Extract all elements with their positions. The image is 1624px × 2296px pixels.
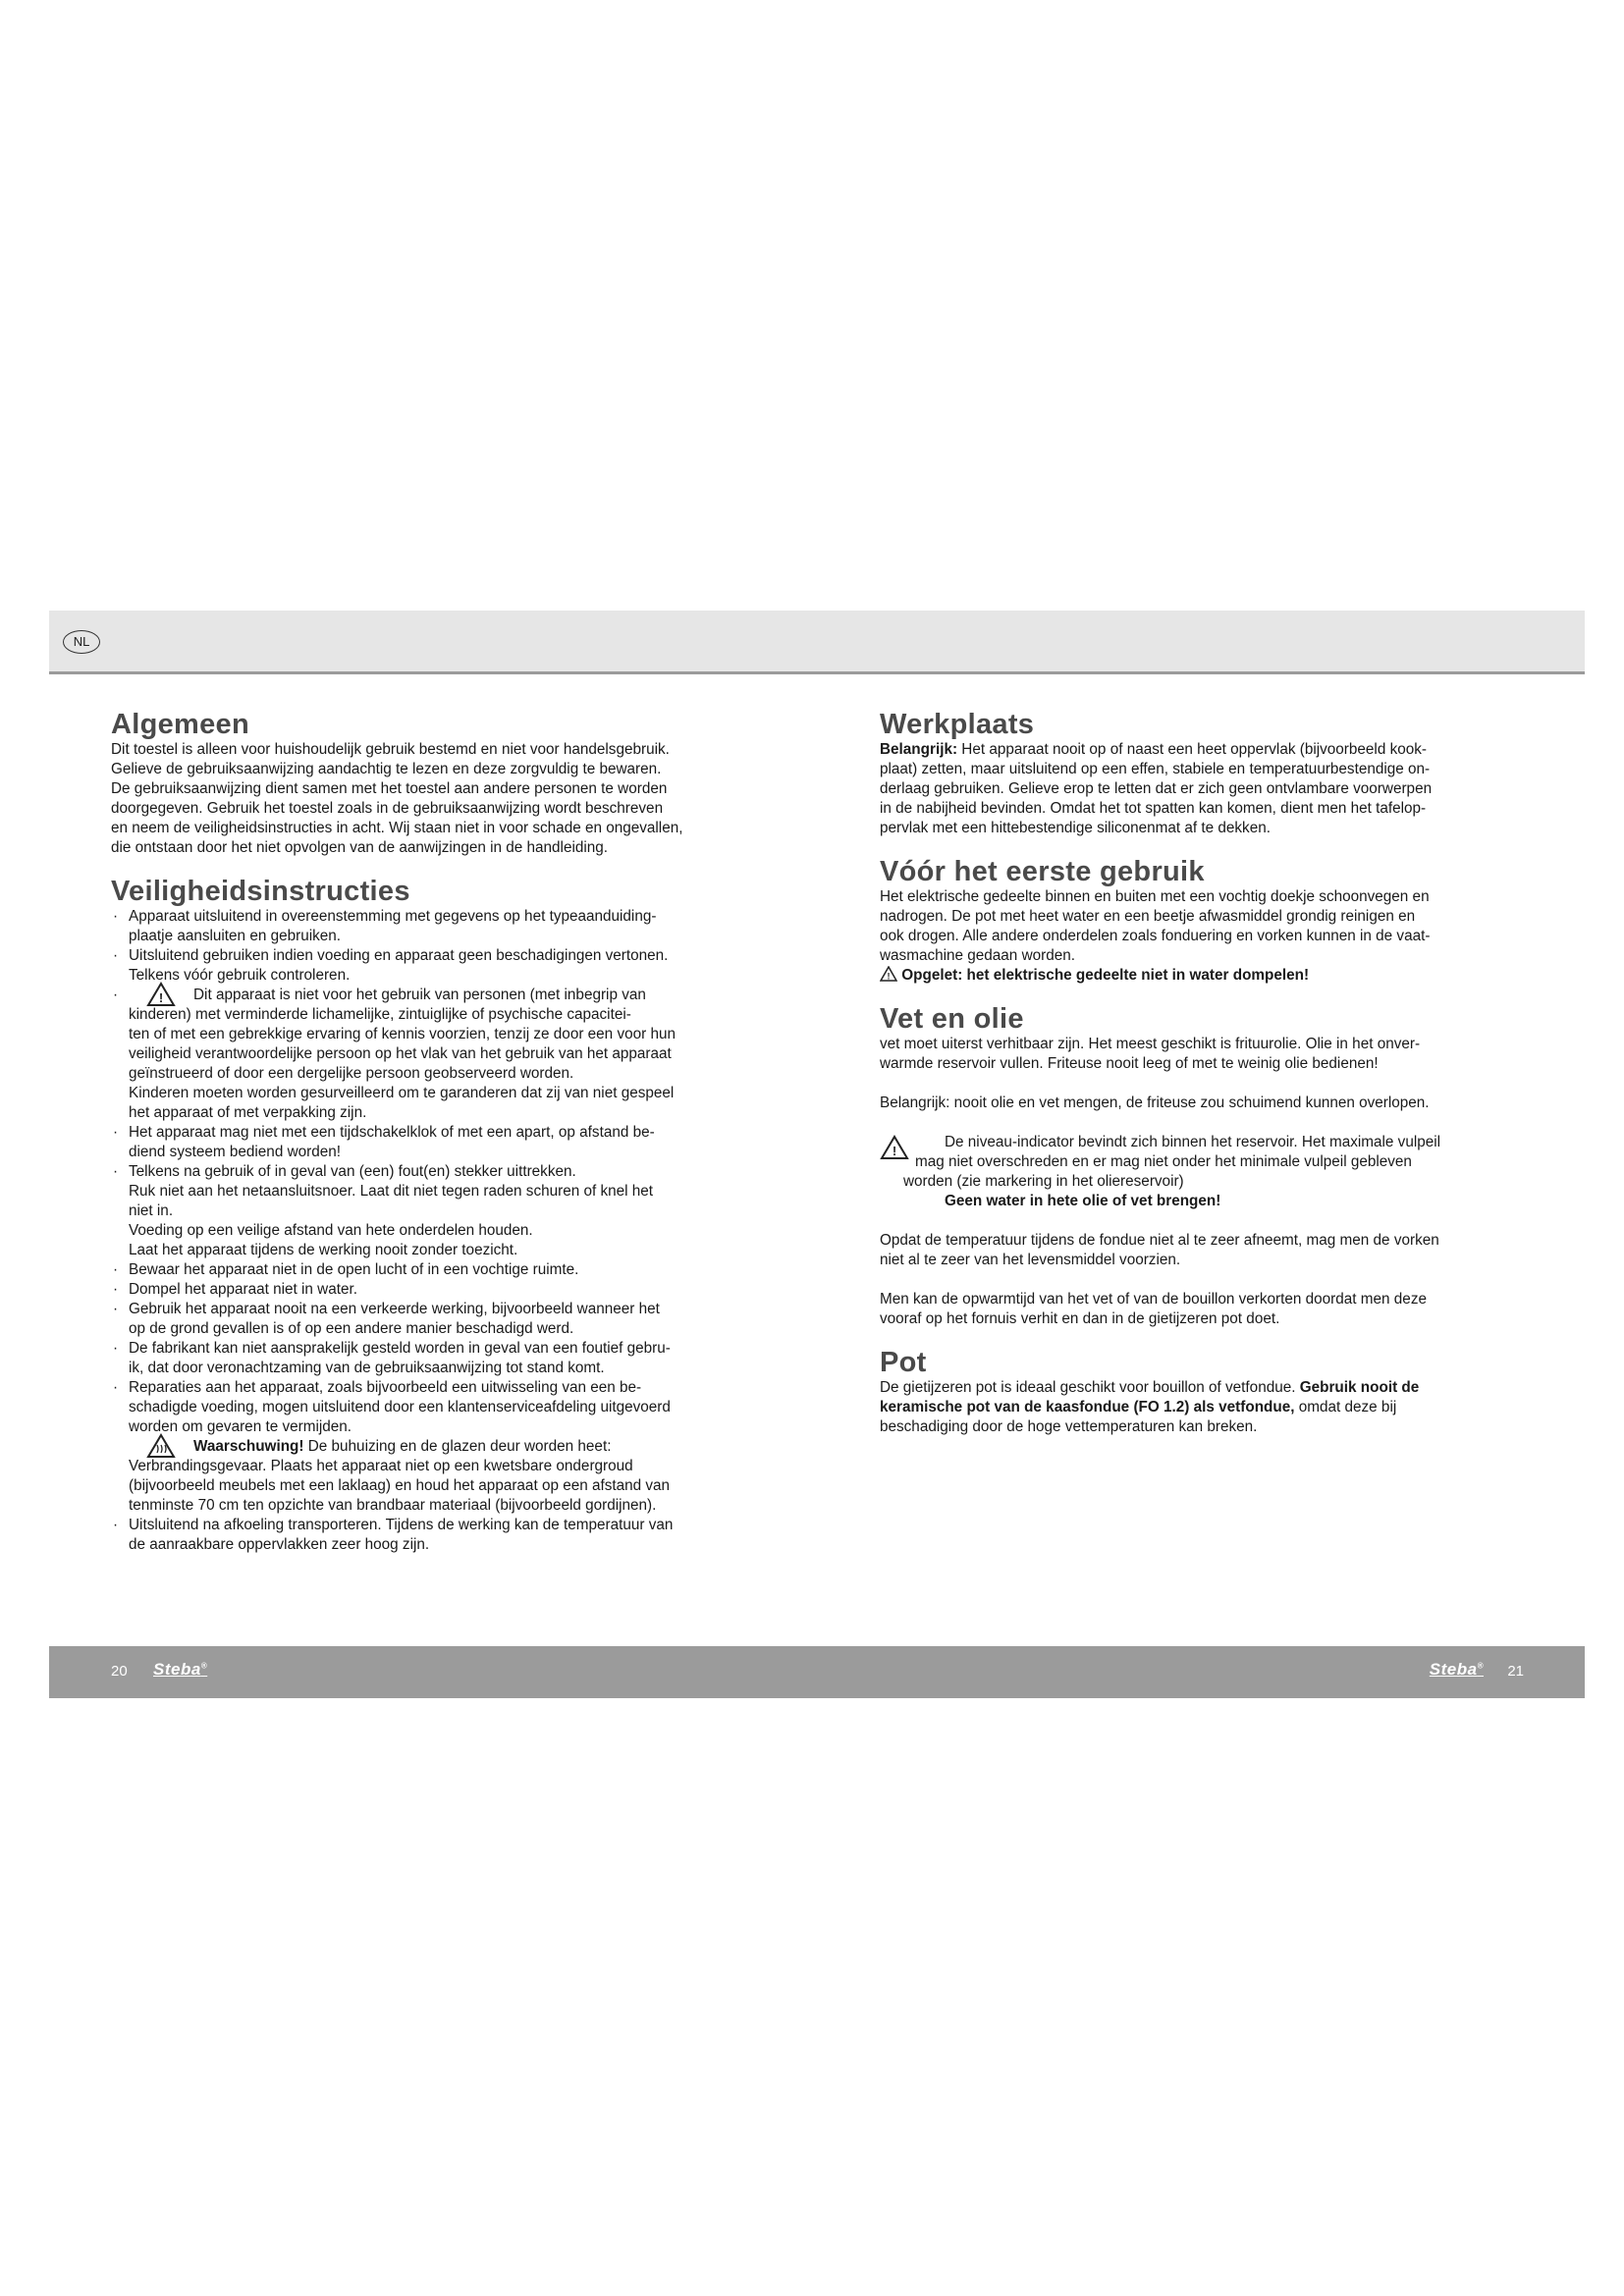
hot-surface-warning-icon — [146, 1433, 176, 1465]
list-item: · De fabrikant kan niet aansprakelijk gesteld worden in geval van een foutief gebru- ik, dat door veronachtzaming van de gebruiksaanwijzing tot stand komt. — [111, 1339, 779, 1378]
warning-icon — [146, 982, 176, 1013]
svg-text:!: ! — [892, 1144, 897, 1158]
text-line: Gelieve de gebruiksaanwijzing aandachtig te lezen en deze zorgvuldig te bewaren. — [111, 761, 662, 777]
section-title-eerste-gebruik: Vóór het eerste gebruik — [880, 856, 1205, 887]
left-page-column — [111, 709, 779, 1555]
list-item: · Het apparaat mag niet met een tijdschakelklok of met een apart, op afstand be- diend systeem bediend worden! — [111, 1123, 779, 1162]
section-title-werkplaats: Werkplaats — [880, 709, 1035, 740]
list-item: · Gebruik het apparaat nooit na een verkeerde werking, bijvoorbeeld wanneer het op de grond gevallen is of op een andere manier beschadigd werd. — [111, 1300, 779, 1339]
small-warning-icon — [880, 966, 897, 982]
list-item: · Dompel het apparaat niet in water. — [111, 1280, 779, 1300]
list-item: · Apparaat uitsluitend in overeenstemming met gegevens op het typeaanduiding- plaatje aansluiten en gebruiken. — [111, 907, 779, 946]
list-item: · Reparaties aan het apparaat, zoals bijvoorbeeld een uitwisseling van een be- schadigde voeding, mogen uitsluitend door een klantenserviceafdeling uitgevoerd worden om gevaren te vermijden. Waarschuwing! De buhuizing en de glazen deur worden heet: Verbrandingsgevaar. Plaats het apparaat niet op een kwetsbare ondergroud (bijvoorbeeld meubels met een laklaag) en houd het apparaat op een afstand van tenminste 70 cm ten opzichte van brandbaar materiaal (bijvoorbeeld gordijnen). — [111, 1378, 779, 1516]
text-line: en neem de veiligheidsinstructies in acht. Wij staan niet in voor schade en ongevallen, — [111, 820, 683, 836]
section-title-veiligheidsinstructies: Veiligheidsinstructies — [111, 876, 410, 907]
list-item: · ! Dit apparaat is niet voor het gebruik van personen (met inbegrip van kinderen) met verminderde lichamelijke, zintuiglijke of psychische capacitei- ten of met een gebrekkige ervaring of kennis voorzien, tenzij ze door een voor hun veiligheid verantwoordelijke persoon op het vlak van het gebruik van het apparaat geïnstrueerd of door een dergelijke persoon geobserveerd worden. Kinderen moeten worden gesurveilleerd om te garanderen dat zij van niet gespeel het apparaat of met verpakking zijn. — [111, 986, 779, 1123]
text-line: die ontstaan door het niet opvolgen van de aanwijzingen in de handleiding. — [111, 839, 609, 856]
warning-icon — [880, 1135, 909, 1166]
list-item: · Telkens na gebruik of in geval van (een) fout(en) stekker uittrekken. Ruk niet aan het netaansluitsnoer. Laat dit niet tegen raden schuren of knel het niet in. Voeding op een veilige afstand van hete onderdelen houden. Laat het apparaat tijdens de werking nooit zonder toezicht. — [111, 1162, 779, 1260]
text-line: doorgegeven. Gebruik het toestel zoals in de gebruiksaanwijzing wordt beschreven — [111, 800, 664, 817]
warning-label: Waarschuwing! — [193, 1438, 304, 1455]
section-title-vet-en-olie: Vet en olie — [880, 1003, 1024, 1035]
page-number-right: 21 — [1507, 1663, 1524, 1680]
list-item: · Uitsluitend gebruiken indien voeding en apparaat geen beschadigingen vertonen. Telkens vóór gebruik controleren. — [111, 946, 779, 986]
language-badge: NL — [63, 630, 100, 654]
list-item: · Bewaar het apparaat niet in de open lucht of in een vochtige ruimte. — [111, 1260, 779, 1280]
text-line: Dit toestel is alleen voor huishoudelijk gebruik bestemd en niet voor handelsgebruik. — [111, 741, 670, 758]
steba-logo-right: Steba® — [1429, 1660, 1484, 1679]
text-line: De gebruiksaanwijzing dient samen met het toestel aan andere personen te worden — [111, 780, 668, 797]
svg-text:!: ! — [887, 971, 891, 982]
warning-text: Opgelet: het elektrische gedeelte niet in water dompelen! — [901, 967, 1310, 984]
section-title-algemeen: Algemeen — [111, 709, 249, 740]
safety-list — [111, 907, 779, 1555]
footer-band — [49, 1646, 1585, 1698]
steba-logo-left: Steba® — [153, 1660, 208, 1679]
svg-text:!: · ! — [158, 990, 164, 1005]
page-number-left: 20 — [111, 1663, 128, 1680]
right-page-column: Werkplaats Belangrijk: Het apparaat nooit op of naast een heet oppervlak (bijvoorbeeld kook- plaat) zetten, maar uitsluitend op een effen, stabiele en temperatuurbestendige on- derlaag gebruiken. Gelieve erop te letten dat er zich geen ontvlambare voorwerpen in de nabijheid bevinden. Omdat het tot spatten kan komen, dient men het tafelop- pervlak met een hittebestendige siliconenmat af te dekken. Vóór het eerste gebruik Het elektrische gedeelte binnen en buiten met een vochtig doekje schoonvegen en nadrogen. De pot met heet water en een beetje afwasmiddel grondig reinigen en ook drogen. Alle andere onderdelen zoals fonduering en vorken kunnen in de vaat- wasmachine gedaan worden. ! Opgelet: het elektrische gedeelte niet in water dompelen! Vet en olie vet moet uiterst verhitbaar zijn. Het meest geschikt is frituurolie. Olie in het onver- warmde reservoir vullen. Friteuse nooit leeg of met te weinig olie bedienen! Belangrijk: nooit olie en vet mengen, de friteuse zou schuimend kunnen overlopen. ! De niveau-indicator bevindt zich binnen het reservoir. Het maximale vulpeil mag niet overschreden en er mag niet onder het minimale vulpeil gebleven worden (zie markering in het oliereservoir) Geen water in hete olie of vet brengen! Opdat de temperatuur tijdens de fondue niet al te zeer afneemt, mag men de vorken niet al te zeer van het levensmiddel voorzien. Men kan de opwarmtijd van het vet of van de bouillon verkorten doordat men deze vooraf op het fornuis verhit en dan in de gietijzeren pot doet. Pot De gietijzeren pot is ideaal geschikt voor bouillon of vetfondue. Gebruik nooit de keramische pot van de kaasfondue (FO 1.2) als vetfondue, omdat deze bij beschadiging door de hoge vettemperaturen kan breken. — [880, 709, 1547, 1437]
list-item: · Uitsluitend na afkoeling transporteren. Tijdens de werking kan de temperatuur van de aanraakbare oppervlakken zeer hoog zijn. — [111, 1516, 779, 1555]
section-title-pot: Pot — [880, 1347, 927, 1378]
header-band — [49, 611, 1585, 674]
